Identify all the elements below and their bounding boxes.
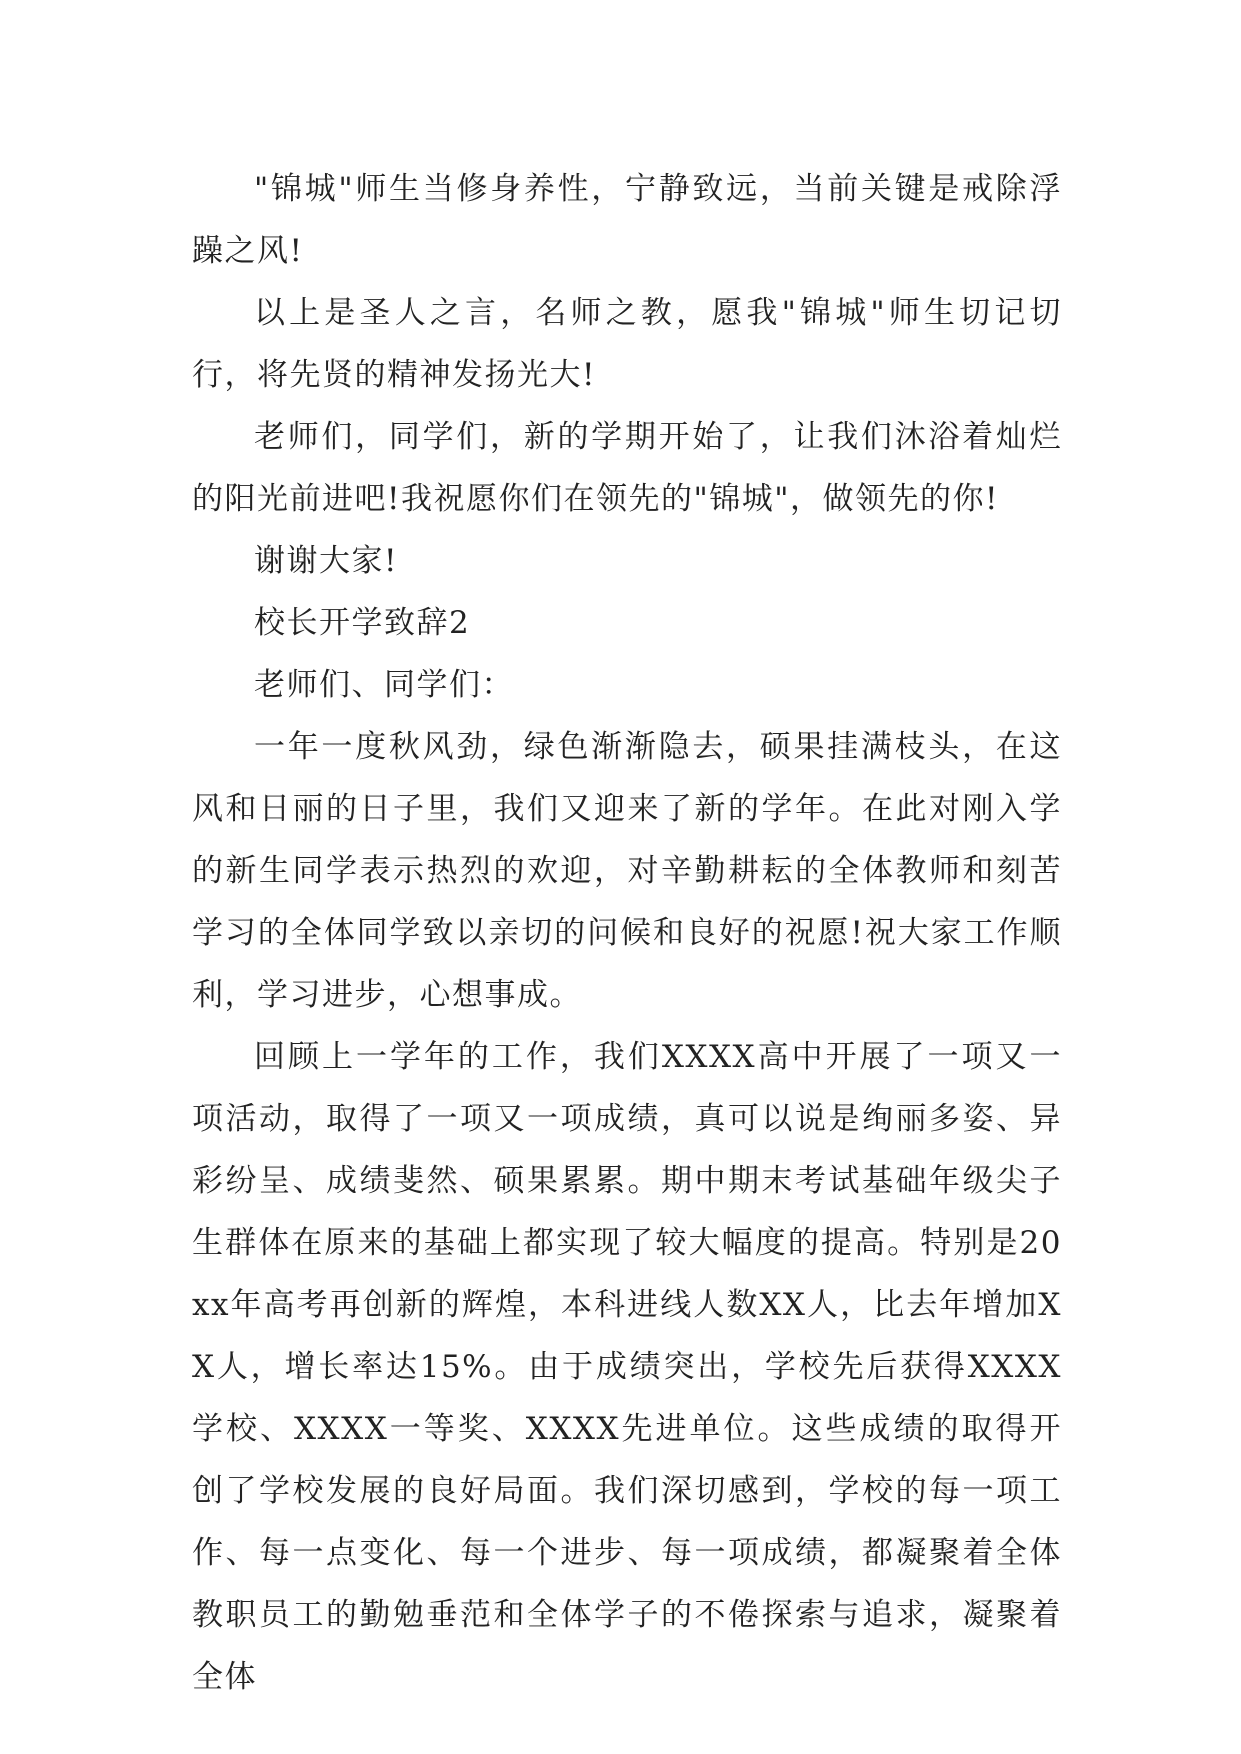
document-body <box>192 158 1062 1708</box>
salutation: 老师们、同学们： <box>254 667 514 703</box>
paragraph: 以上是圣人之言，名师之教，愿我"锦城"师生切记切行，将先贤的精神发扬光大! <box>192 295 1062 393</box>
paragraph-closing: 谢谢大家! <box>254 543 398 579</box>
paragraph: "锦城"师生当修身养性，宁静致远，当前关键是戒除浮躁之风! <box>192 171 1062 269</box>
paragraph: 一年一度秋风劲，绿色渐渐隐去，硕果挂满枝头，在这风和日丽的日子里，我们又迎来了新的学年。在此对刚入学的新生同学表示热烈的欢迎，对辛勤耕耘的全体教师和刻苦学习的全体同学致以亲切的问候和良好的祝愿!祝大家工作顺利，学习进步，心想事成。 <box>192 729 1062 1013</box>
section-heading: 校长开学致辞2 <box>254 605 471 641</box>
paragraph: 老师们，同学们，新的学期开始了，让我们沐浴着灿烂的阳光前进吧!我祝愿你们在领先的"锦城"，做领先的你! <box>192 419 1062 517</box>
paragraph: 回顾上一学年的工作，我们XXXX高中开展了一项又一项活动，取得了一项又一项成绩，真可以说是绚丽多姿、异彩纷呈、成绩斐然、硕果累累。期中期末考试基础年级尖子生群体在原来的基础上都实现了较大幅度的提高。特别是20xx年高考再创新的辉煌，本科进线人数XX人，比去年增加XX人，增长率达15%。由于成绩突出，学校先后获得XXXX学校、XXXX一等奖、XXXX先进单位。这些成绩的取得开创了学校发展的良好局面。我们深切感到，学校的每一项工作、每一点变化、每一个进步、每一项成绩，都凝聚着全体教职员工的勤勉垂范和全体学子的不倦探索与追求，凝聚着全体 <box>192 1039 1062 1695</box>
